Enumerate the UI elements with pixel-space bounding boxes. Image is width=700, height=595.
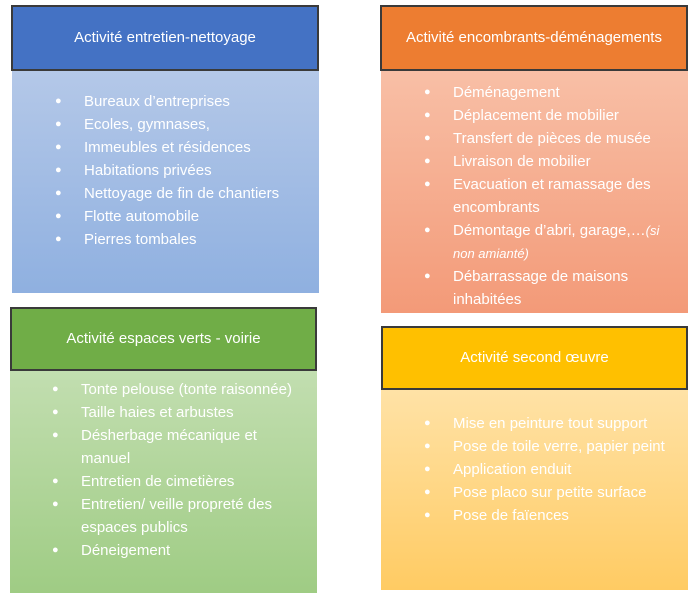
- list-item: ● Taille haies et arbustes: [10, 401, 317, 424]
- bullet-icon: ●: [55, 164, 62, 176]
- bullet-icon: ●: [424, 417, 431, 429]
- note-text: (si non amianté): [453, 223, 660, 261]
- list-item: ● Tonte pelouse (tonte raisonnée): [10, 378, 317, 401]
- list-item: ● Bureaux d’entreprises: [12, 90, 319, 113]
- bullet-icon: ●: [55, 210, 62, 222]
- bullet-icon: ●: [424, 463, 431, 475]
- list-item: ● Immeubles et résidences: [12, 136, 319, 159]
- list-item: ● Déneigement: [10, 539, 317, 562]
- box-header-espaces-verts-voirie: [10, 307, 317, 371]
- bullet-icon: ●: [55, 187, 62, 199]
- list-item: ● Déménagement: [381, 81, 688, 104]
- list-item: ● Livraison de mobilier: [381, 150, 688, 173]
- box-header-entretien-nettoyage: [11, 5, 319, 71]
- box-body-entretien-nettoyage: [12, 71, 319, 293]
- bullet-icon: ●: [52, 544, 59, 556]
- box-body-encombrants-demenagements: [381, 71, 688, 313]
- list-item: ● Nettoyage de fin de chantiers: [12, 182, 319, 205]
- box-body-second-oeuvre: [381, 390, 688, 590]
- bullet-icon: ●: [52, 475, 59, 487]
- list-item: ● Désherbage mécanique et manuel: [10, 424, 317, 470]
- list-item: ● Pierres tombales: [12, 228, 319, 251]
- bullet-icon: ●: [424, 178, 431, 190]
- bullet-icon: ●: [424, 109, 431, 121]
- bullet-icon: ●: [424, 132, 431, 144]
- list-item: ● Transfert de pièces de musée: [381, 127, 688, 150]
- box-title: Activité entretien-nettoyage: [74, 29, 256, 46]
- box-header-second-oeuvre: [381, 326, 688, 390]
- bullet-icon: ●: [55, 118, 62, 130]
- list-item: ● Entretien de cimetières: [10, 470, 317, 493]
- list-item: ● Ecoles, gymnases,: [12, 113, 319, 136]
- list-item: ● Entretien/ veille propreté des espaces publics: [10, 493, 317, 539]
- list-item: ● Pose placo sur petite surface: [381, 481, 688, 504]
- bullet-icon: ●: [52, 383, 59, 395]
- bullet-icon: ●: [52, 498, 59, 510]
- bullet-icon: ●: [424, 155, 431, 167]
- bullet-icon: ●: [424, 509, 431, 521]
- list-item: ● Application enduit: [381, 458, 688, 481]
- list-item: ● Démontage d’abri, garage,…(si non amianté): [381, 219, 688, 265]
- bullet-icon: ●: [424, 224, 431, 236]
- box-title: Activité espaces verts - voirie: [66, 330, 261, 347]
- box-title: Activité second œuvre: [460, 349, 609, 366]
- bullet-icon: ●: [55, 233, 62, 245]
- box-title: Activité encombrants-déménagements: [406, 29, 662, 46]
- bullet-icon: ●: [424, 270, 431, 282]
- bullet-icon: ●: [55, 141, 62, 153]
- list-item: ● Déplacement de mobilier: [381, 104, 688, 127]
- list-item: ● Mise en peinture tout support: [381, 412, 688, 435]
- list-item: ● Flotte automobile: [12, 205, 319, 228]
- bullet-icon: ●: [52, 429, 59, 441]
- bullet-icon: ●: [55, 95, 62, 107]
- list-item: ● Débarrassage de maisons inhabitées: [381, 265, 688, 311]
- box-body-espaces-verts-voirie: [10, 371, 317, 593]
- box-header-encombrants-demenagements: [380, 5, 688, 71]
- bullet-icon: ●: [424, 86, 431, 98]
- bullet-icon: ●: [424, 440, 431, 452]
- bullet-icon: ●: [52, 406, 59, 418]
- list-item: ● Habitations privées: [12, 159, 319, 182]
- list-item: ● Evacuation et ramassage des encombrants: [381, 173, 688, 219]
- list-item: ● Pose de faïences: [381, 504, 688, 527]
- list-item: ● Pose de toile verre, papier peint: [381, 435, 688, 458]
- bullet-icon: ●: [424, 486, 431, 498]
